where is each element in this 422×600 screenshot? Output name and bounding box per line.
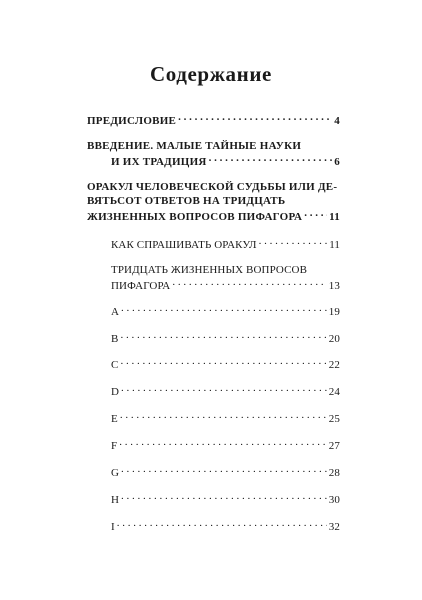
toc-entry-intro-line1[interactable]: ВВЕДЕНИЕ. МАЛЫЕ ТАЙНЫЕ НАУКИ	[87, 140, 302, 152]
toc-entry-label: ЖИЗНЕННЫХ ВОПРОСОВ ПИФАГОРА	[87, 211, 303, 223]
toc-entry-label: ПИФАГОРА	[111, 280, 171, 292]
toc-entry-page: 20	[328, 333, 340, 345]
dot-leader	[209, 153, 333, 165]
toc-entry-label: C	[111, 359, 119, 371]
toc-entry-letter-h[interactable]	[111, 491, 340, 508]
toc-entry-page: 13	[328, 280, 340, 292]
toc-entry-label: КАК СПРАШИВАТЬ ОРАКУЛ	[111, 239, 257, 251]
toc-entry-page: 24	[328, 386, 340, 398]
toc-entry-page: 22	[328, 359, 340, 371]
toc-entry-page: 27	[328, 440, 340, 452]
dot-leader	[259, 236, 328, 248]
dot-leader	[119, 437, 327, 449]
toc-entry-letter-d[interactable]	[111, 383, 340, 400]
toc-entry-letter-e[interactable]	[111, 410, 340, 427]
toc-entry-label: A	[111, 306, 120, 318]
toc-entry-preface[interactable]	[87, 112, 340, 129]
toc-entry-thirty-questions-line1[interactable]: ТРИДЦАТЬ ЖИЗНЕННЫХ ВОПРОСОВ	[111, 264, 308, 276]
toc-entry-label: D	[111, 386, 120, 398]
toc-entry-page: 25	[328, 413, 340, 425]
dot-leader	[117, 518, 327, 530]
toc-entry-page: 6	[334, 156, 340, 168]
toc-entry-letter-f[interactable]	[111, 437, 340, 454]
dot-leader	[121, 491, 327, 503]
toc-entry-label: F	[111, 440, 118, 452]
dot-leader	[120, 356, 326, 368]
toc-entry-page: 28	[328, 467, 340, 479]
toc-entry-letter-b[interactable]	[111, 330, 340, 347]
toc-entry-thirty-questions[interactable]	[111, 277, 340, 294]
toc-entry-oracle-line2[interactable]: ВЯТЬСОТ ОТВЕТОВ НА ТРИДЦАТЬ	[87, 195, 286, 207]
toc-entry-label: ПРЕДИСЛОВИЕ	[87, 115, 177, 127]
toc-entry-page: 30	[328, 494, 340, 506]
page-title: Содержание	[150, 62, 272, 86]
dot-leader	[121, 383, 327, 395]
dot-leader	[120, 410, 327, 422]
toc-entry-page: 11	[329, 211, 340, 223]
toc-entry-label: I	[111, 521, 115, 533]
toc-entry-page: 4	[334, 115, 340, 127]
toc-entry-how-to-ask[interactable]	[111, 236, 340, 253]
dot-leader	[121, 464, 327, 476]
dot-leader	[178, 112, 332, 124]
dot-leader	[120, 330, 326, 342]
dot-leader	[121, 303, 327, 315]
toc-entry-letter-a[interactable]	[111, 303, 340, 320]
toc-entry-label: И ИХ ТРАДИЦИЯ	[111, 156, 207, 168]
toc-entry-page: 11	[329, 239, 340, 251]
dot-leader	[172, 277, 326, 289]
toc-entry-oracle-line1[interactable]: ОРАКУЛ ЧЕЛОВЕЧЕСКОЙ СУДЬБЫ ИЛИ ДЕ-	[87, 181, 338, 193]
toc-entry-label: E	[111, 413, 118, 425]
toc-entry-oracle[interactable]	[87, 208, 340, 225]
toc-entry-letter-c[interactable]	[111, 356, 340, 373]
toc-entry-page: 32	[328, 521, 340, 533]
toc-entry-label: B	[111, 333, 119, 345]
toc-entry-intro[interactable]	[111, 153, 340, 170]
toc-entry-letter-i[interactable]	[111, 518, 340, 535]
dot-leader	[304, 208, 327, 220]
toc-entry-label: G	[111, 467, 120, 479]
toc-entry-letter-g[interactable]	[111, 464, 340, 481]
toc-entry-label: H	[111, 494, 120, 506]
toc-entry-page: 19	[328, 306, 340, 318]
